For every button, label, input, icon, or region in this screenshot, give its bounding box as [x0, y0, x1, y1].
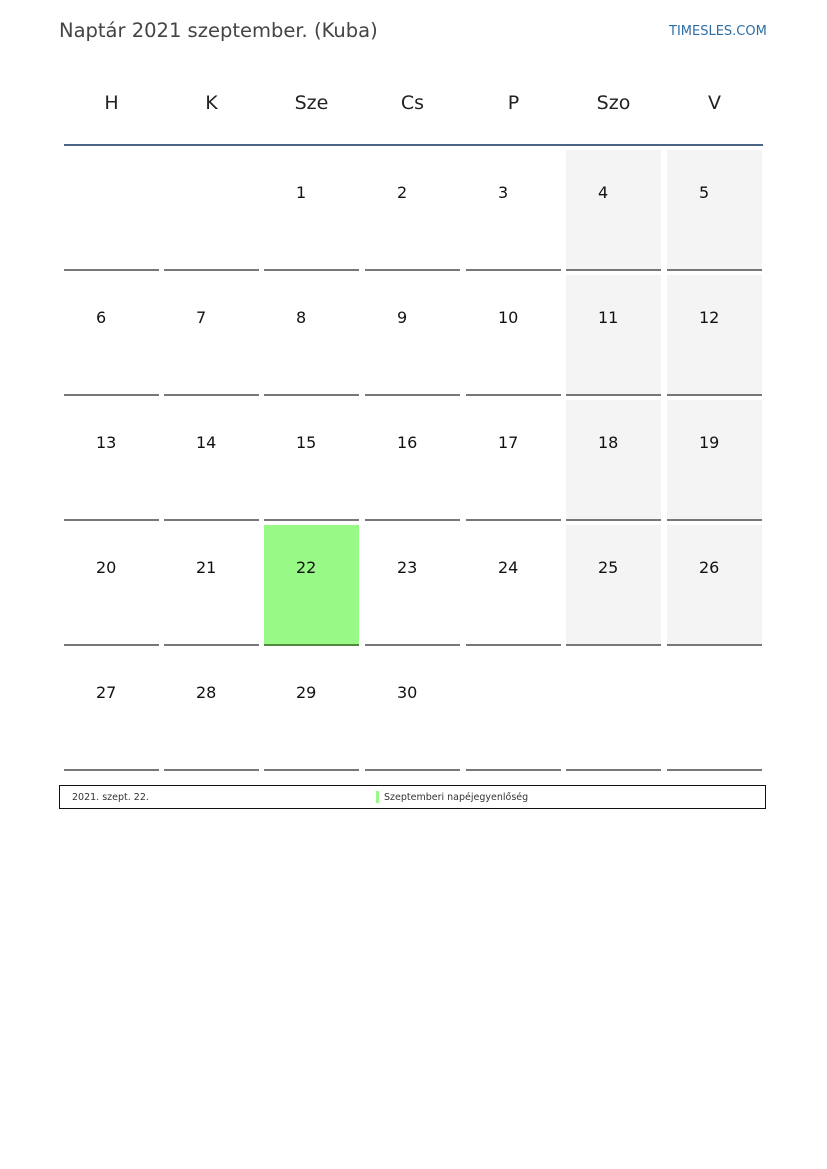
- legend-marker: [376, 791, 379, 803]
- day-number: 12: [699, 308, 720, 327]
- day-cell[interactable]: [64, 400, 159, 521]
- day-cell[interactable]: [566, 150, 661, 271]
- weekday-label: K: [205, 92, 218, 114]
- weekday-header: [64, 78, 763, 146]
- weekday-label: P: [507, 92, 520, 114]
- day-cell[interactable]: [566, 525, 661, 646]
- day-cell[interactable]: [264, 275, 359, 396]
- day-number: 21: [196, 558, 217, 577]
- day-number: 24: [498, 558, 519, 577]
- day-cell[interactable]: [667, 525, 762, 646]
- empty-day-cell: [164, 150, 259, 271]
- day-cell[interactable]: [566, 275, 661, 396]
- day-cell[interactable]: [164, 400, 259, 521]
- day-number: 2: [397, 183, 408, 202]
- day-number: 23: [397, 558, 418, 577]
- day-cell[interactable]: [64, 525, 159, 646]
- day-number: 10: [498, 308, 519, 327]
- day-cell[interactable]: [365, 150, 460, 271]
- day-cell[interactable]: [64, 650, 159, 771]
- day-cell[interactable]: [566, 400, 661, 521]
- day-cell[interactable]: [164, 275, 259, 396]
- day-number: 26: [699, 558, 720, 577]
- day-number: 4: [598, 183, 609, 202]
- day-cell[interactable]: [64, 275, 159, 396]
- day-number: 1: [296, 183, 307, 202]
- day-number: 18: [598, 433, 619, 452]
- weekday-label: H: [104, 92, 119, 114]
- day-number: 13: [96, 433, 117, 452]
- day-cell[interactable]: [667, 150, 762, 271]
- day-cell[interactable]: [667, 275, 762, 396]
- day-cell[interactable]: [466, 400, 561, 521]
- day-cell[interactable]: [667, 400, 762, 521]
- weekday-label: Sze: [294, 92, 329, 114]
- day-cell[interactable]: [264, 525, 359, 646]
- weekday-label: Szo: [596, 92, 631, 114]
- day-number: 29: [296, 683, 317, 702]
- day-number: 17: [498, 433, 519, 452]
- day-number: 14: [196, 433, 217, 452]
- site-link[interactable]: TIMESLES.COM: [669, 24, 767, 39]
- weekday-label: Cs: [400, 92, 425, 114]
- day-number: 25: [598, 558, 619, 577]
- empty-day-cell: [466, 650, 561, 771]
- day-number: 27: [96, 683, 117, 702]
- legend-event: Szeptemberi napéjegyenlőség: [384, 792, 529, 803]
- day-cell[interactable]: [365, 650, 460, 771]
- day-number: 20: [96, 558, 117, 577]
- day-number: 22: [296, 558, 317, 577]
- day-number: 28: [196, 683, 217, 702]
- legend-date: 2021. szept. 22.: [72, 792, 149, 803]
- day-cell[interactable]: [466, 275, 561, 396]
- day-cell[interactable]: [264, 150, 359, 271]
- day-number: 19: [699, 433, 720, 452]
- day-cell[interactable]: [164, 650, 259, 771]
- day-number: 7: [196, 308, 207, 327]
- day-number: 6: [96, 308, 107, 327]
- day-number: 9: [397, 308, 408, 327]
- day-cell[interactable]: [466, 150, 561, 271]
- day-cell[interactable]: [264, 650, 359, 771]
- day-number: 8: [296, 308, 307, 327]
- day-cell[interactable]: [365, 525, 460, 646]
- day-cell[interactable]: [365, 400, 460, 521]
- day-cell[interactable]: [164, 525, 259, 646]
- day-number: 15: [296, 433, 317, 452]
- empty-day-cell: [667, 650, 762, 771]
- empty-day-cell: [64, 150, 159, 271]
- legend-box: [59, 785, 766, 809]
- page-title: Naptár 2021 szeptember. (Kuba): [59, 19, 378, 42]
- empty-day-cell: [566, 650, 661, 771]
- day-number: 3: [498, 183, 509, 202]
- day-number: 16: [397, 433, 418, 452]
- day-cell[interactable]: [365, 275, 460, 396]
- day-cell[interactable]: [466, 525, 561, 646]
- calendar-grid: [64, 150, 763, 770]
- day-number: 5: [699, 183, 710, 202]
- day-number: 30: [397, 683, 418, 702]
- day-cell[interactable]: [264, 400, 359, 521]
- day-number: 11: [598, 308, 619, 327]
- weekday-label: V: [708, 92, 721, 114]
